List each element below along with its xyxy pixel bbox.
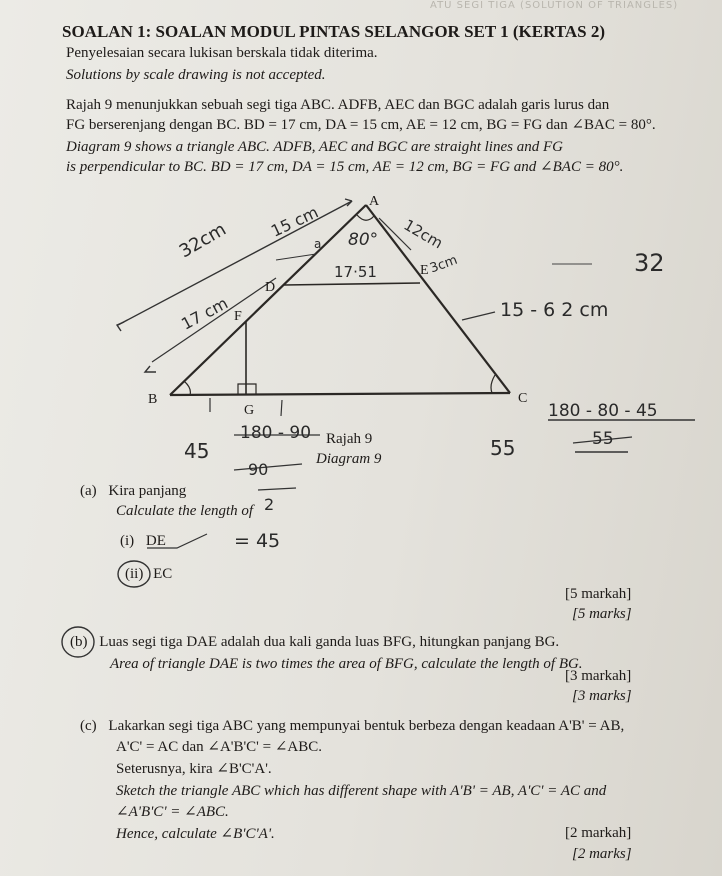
hand-dimension-line-bd: [152, 278, 276, 362]
hand-55-margin: 55: [490, 436, 516, 460]
hand-ad-length: 15 cm: [268, 202, 322, 241]
hand-de-length: 17·51: [334, 263, 377, 281]
hand-calc-90: 90: [248, 460, 269, 479]
hand-calc-180-90: 180 - 90: [240, 423, 312, 443]
part-c-marker: (c): [80, 718, 97, 734]
problem-malay-line2: FG berserenjang dengan BC. BD = 17 cm, DA = 15 cm, AE = 12 cm, BG = FG dan ∠BAC = 80°.: [66, 117, 656, 133]
point-label-d: D: [265, 280, 276, 295]
right-angle-mark: [238, 384, 256, 394]
part-a-sub-ii: [125, 566, 172, 583]
part-a-sub-ii-label: (ii): [125, 566, 144, 582]
header-banner: ATU SEGI TIGA (SOLUTION OF TRIANGLES): [430, 0, 679, 11]
part-a-sub-i-label: (i): [120, 533, 135, 549]
point-label-b: B: [148, 392, 158, 407]
instruction-english: Solutions by scale drawing is not accepted.: [66, 67, 326, 83]
hand-angle-sum: 180 - 80 - 45: [548, 401, 658, 421]
part-c-english-1: Sketch the triangle ABC which has different shape with A'B' = AB, A'C' = AC and: [116, 783, 607, 799]
part-b-marker: (b): [70, 634, 88, 650]
hand-small-a: a: [314, 237, 322, 251]
angle-c-arc: [491, 375, 495, 393]
part-a-marker: (a): [80, 483, 97, 499]
point-label-g: G: [244, 403, 255, 418]
hand-calc-2: 2: [264, 495, 275, 514]
instruction-malay: Penyelesaian secara lukisan berskala tidak diterima.: [66, 45, 378, 61]
problem-english-line2: is perpendicular to BC. BD = 17 cm, DA = 15 cm, AE = 12 cm, BG = FG and ∠BAC = 80°.: [66, 159, 624, 175]
part-c-english-3: Hence, calculate ∠B'C'A'.: [116, 826, 275, 842]
hand-ec-length: 3cm: [427, 252, 460, 277]
part-c-marks-malay: [2 markah]: [565, 825, 632, 841]
segment-de: [284, 283, 420, 285]
hand-angle-result: 55: [592, 429, 614, 449]
angle-a-arc: [357, 215, 374, 220]
part-b-marks-english: [3 marks]: [572, 688, 632, 704]
question-title: SOALAN 1: SOALAN MODUL PINTAS SELANGOR SET 1 (KERTAS 2): [62, 22, 606, 41]
part-b-line: [70, 634, 559, 651]
part-c-line1: [80, 718, 624, 735]
problem-malay-line1: Rajah 9 menunjukkan sebuah segi tiga ABC. ADFB, AEC dan BGC adalah garis lurus dan: [66, 97, 610, 113]
side-bc: [170, 393, 510, 395]
part-c-malay-1: Lakarkan segi tiga ABC yang mempunyai bentuk berbeza dengan keadaan A'B' = AB,: [108, 718, 625, 734]
diagram-caption-malay: Rajah 9: [326, 431, 373, 447]
part-c-marks-english: [2 marks]: [572, 846, 632, 862]
part-c-malay-2: A'C' = AC dan ∠A'B'C' = ∠ABC.: [116, 739, 323, 755]
hand-bd-length: 17 cm: [178, 293, 232, 334]
part-a-marks-english: [5 marks]: [572, 606, 632, 622]
part-a-malay: Kira panjang: [108, 483, 187, 499]
part-c-english-2: ∠A'B'C' = ∠ABC.: [116, 804, 229, 820]
part-a-english: Calculate the length of: [116, 503, 254, 519]
point-label-c: C: [518, 391, 528, 406]
part-c-malay-3: Seterusnya, kira ∠B'C'A'.: [116, 761, 272, 777]
hand-ec-result: 15 - 6 2 cm: [500, 299, 609, 321]
hand-angle-45: 45: [184, 439, 210, 463]
part-b-english: Area of triangle DAE is two times the area of BFG, calculate the length of BG.: [110, 656, 583, 672]
hand-calc-45: = 45: [234, 530, 281, 552]
hand-total-32: 32: [634, 249, 665, 277]
part-a-sub-i-text: DE: [145, 533, 166, 549]
part-a-label: [80, 483, 186, 500]
hand-angle-a: 80°: [348, 230, 379, 250]
hand-ab-length: 32cm: [175, 218, 230, 263]
part-a-marks-malay: [5 markah]: [565, 586, 632, 602]
diagram-caption-english: Diagram 9: [316, 451, 382, 467]
part-a-sub-i: [120, 533, 166, 550]
part-b-malay: Luas segi tiga DAE adalah dua kali ganda luas BFG, hitungkan panjang BG.: [99, 634, 560, 650]
part-a-sub-ii-text: EC: [153, 566, 173, 582]
angle-b-arc: [184, 381, 190, 395]
problem-english-line1: Diagram 9 shows a triangle ABC. ADFB, AEC and BGC are straight lines and FG: [66, 139, 563, 155]
point-label-f: F: [234, 309, 242, 324]
point-label-a: A: [369, 194, 380, 209]
point-label-e: E: [420, 263, 429, 278]
part-b-marks-malay: [3 markah]: [565, 668, 632, 684]
hand-ae-length: 12cm: [400, 215, 446, 253]
